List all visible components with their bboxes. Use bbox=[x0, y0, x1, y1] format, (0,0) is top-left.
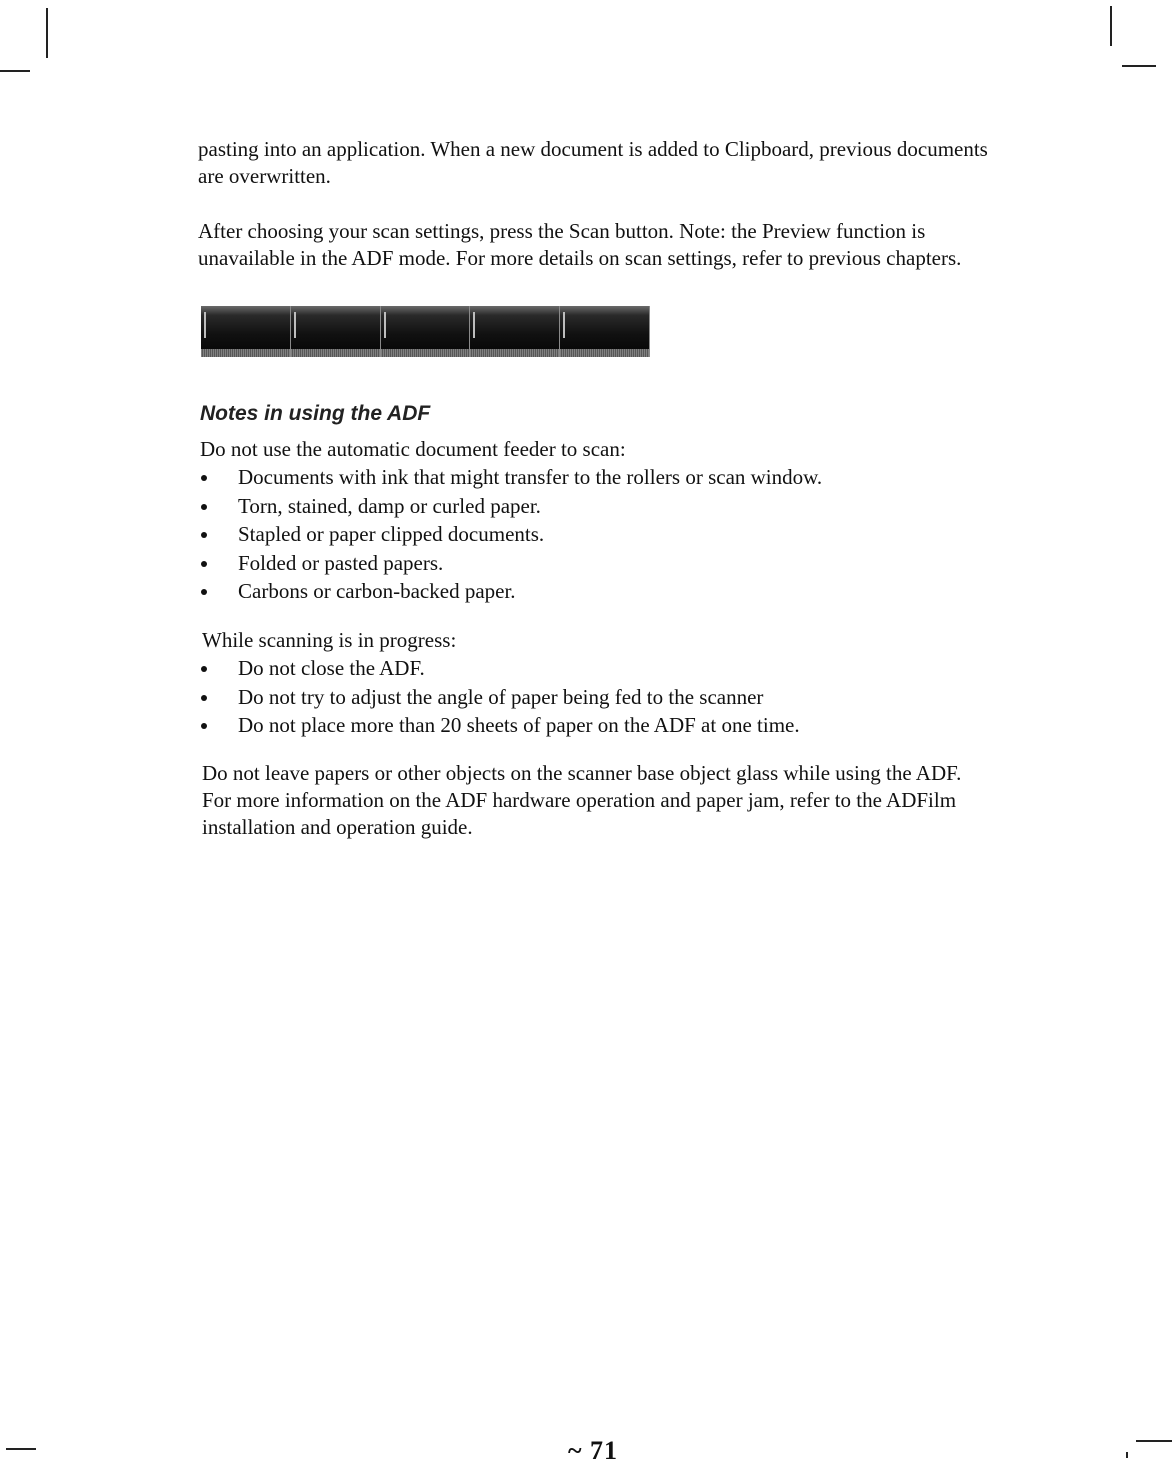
page-number: ~ 71 bbox=[568, 1436, 619, 1465]
list-item: Stapled or paper clipped documents. bbox=[200, 520, 990, 549]
notes-heading: Notes in using the ADF bbox=[200, 402, 431, 425]
while-scanning-intro: While scanning is in progress: bbox=[202, 628, 457, 652]
list-item: Carbons or carbon-backed paper. bbox=[200, 577, 990, 606]
list-item: Torn, stained, damp or curled paper. bbox=[200, 492, 990, 521]
do-not-list bbox=[200, 463, 990, 606]
list-item: Do not close the ADF. bbox=[200, 654, 990, 683]
crop-mark-bottom-left-horizontal bbox=[6, 1448, 36, 1450]
toolbar-screenshot bbox=[201, 306, 650, 357]
list-item: Documents with ink that might transfer to the rollers or scan window. bbox=[200, 463, 990, 492]
crop-mark-top-left-horizontal bbox=[0, 70, 30, 72]
list-item: Do not place more than 20 sheets of paper on the ADF at one time. bbox=[200, 711, 990, 740]
do-not-intro: Do not use the automatic document feeder to scan: bbox=[200, 437, 626, 461]
list-item: Do not try to adjust the angle of paper being fed to the scanner bbox=[200, 683, 990, 712]
toolbar-button-1 bbox=[201, 306, 291, 357]
crop-mark-bottom-right-tick bbox=[1126, 1452, 1128, 1458]
crop-mark-top-left-vertical bbox=[46, 8, 48, 58]
scan-settings-paragraph: After choosing your scan settings, press the Scan button. Note: the Preview function is unavailable in the ADF mode. For more details on scan settings, refer to previous chapters. bbox=[198, 219, 962, 270]
toolbar-button-2 bbox=[291, 306, 381, 357]
while-scanning-list bbox=[200, 654, 990, 740]
closing-paragraph: Do not leave papers or other objects on the scanner base object glass while using the ADF. For more information on the ADF hardware operation and paper jam, refer to the ADFilm installation and operation guide. bbox=[202, 761, 962, 839]
toolbar-button-3 bbox=[381, 306, 471, 357]
clipboard-note-paragraph: pasting into an application. When a new document is added to Clipboard, previous documents are overwritten. bbox=[198, 137, 988, 188]
crop-mark-bottom-right-horizontal bbox=[1136, 1440, 1172, 1442]
toolbar-button-4 bbox=[470, 306, 560, 357]
toolbar-button-5 bbox=[560, 306, 650, 357]
list-item: Folded or pasted papers. bbox=[200, 549, 990, 578]
crop-mark-top-right-horizontal bbox=[1122, 65, 1156, 67]
crop-mark-top-right-vertical bbox=[1110, 6, 1112, 46]
